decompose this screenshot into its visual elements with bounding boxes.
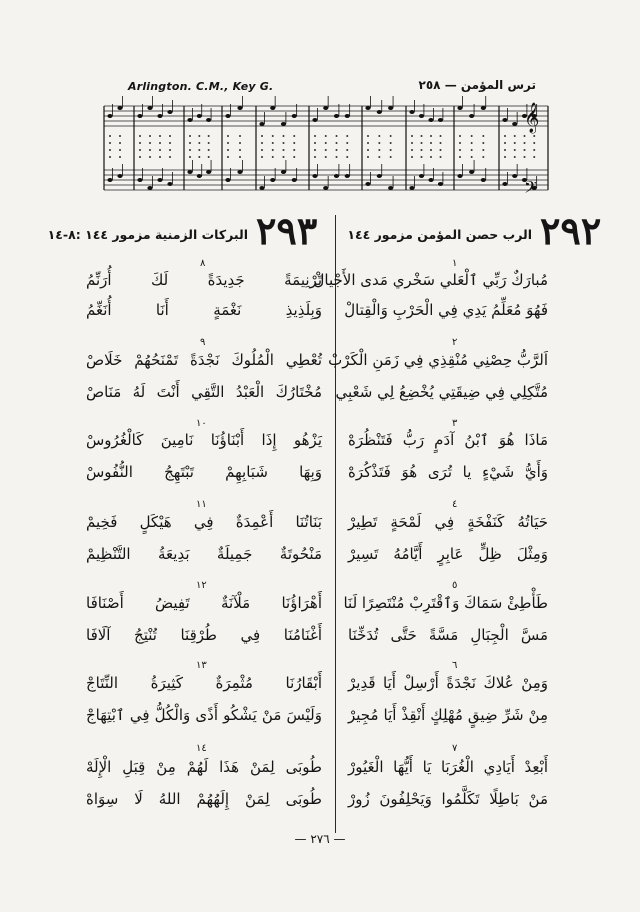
page-number: — ٢٧٦ — <box>294 832 346 846</box>
verse-number: ١٢ <box>196 580 207 591</box>
verse-number: ١١ <box>196 499 207 510</box>
verse-line: مَنْحُوتَةٌ جَمِيلَةٌ بَدِيعَةُ التَّنْظِيمْ <box>86 545 322 563</box>
verse-line: وَبِهَا شَبَابِهِمْ تَبْتَهِجُ النُّفُوسْ <box>86 463 322 481</box>
verse-number: ٤ <box>452 499 458 510</box>
verse-line: مُبارَكٌ رَبِّي ٱلْعَلي سَخْري مَدى الأَجْيالْ <box>313 271 548 289</box>
book-running-title: ترس المؤمن — ٢٥٨ <box>418 78 536 92</box>
verse-line: طُوبَى لِمَنْ هَذَا لَهُمْ مِنْ قِبَلِ الْإِلَهْ <box>86 758 322 776</box>
verse-line: وَبِلَذِيذِ نَغْمَةٍ أَنَا أُنَغِّمُ <box>86 301 322 319</box>
verse-line: أَبْعِدْ أَيَادِي الْغُرَبَا يَا أَيُّهَا الْغَيُورْ <box>348 758 548 776</box>
verse-line: حَيَاتُهُ كَنَفْخَةٍ فِي لَمْحَةٍ تَطِيرْ <box>348 513 548 531</box>
verse-line: وَمِثْلَ ظِلٍّ عَابِرٍ أَيَّامُهُ تَسِيرْ <box>348 545 548 563</box>
music-score <box>104 100 548 210</box>
verse-line: يَزْهُو إِذَا أَبْنَاؤُنَا نَامِينَ كَالْغُرُوسْ <box>86 431 322 449</box>
verse-number: ١٠ <box>196 418 207 429</box>
verse-line: وَلَيْسَ مَنْ يَشْكُو أَذًى وَالْكُلُّ فِي ٱبْتِهَاجْ <box>86 706 322 724</box>
hymn-number-right: ٢٩٢ <box>540 208 602 253</box>
verse-number: ٧ <box>452 743 458 754</box>
verse-number: ٥ <box>452 580 458 591</box>
verse-line: فَهُوَ مُعَلِّمُ يَدِي فِي الْحَرْبِ وَالْقِتالْ <box>344 301 548 319</box>
verse-line: وَمِنْ عُلاكَ نَجْدَةً أَرْسِلْ أَيَا قَدِيرْ <box>348 674 548 692</box>
verse-line: تُعْطِي الْمُلُوكَ نَجْدَةً تَمْنَحُهُمْ خَلَاصْ <box>86 351 322 369</box>
verse-line: أَهْرَاؤُنَا مَلْآنَةٌ تَفِيضُ أَصْنَافَا <box>86 594 322 612</box>
tune-label: Arlington. C.M., Key G. <box>128 80 274 93</box>
verse-number: ١ <box>452 258 458 269</box>
verse-line: مُخْتَارُكَ الْعَبْدُ التَّقِي أَنْتَ لَهُ مَنَاصْ <box>86 383 322 401</box>
verse-number: ١٣ <box>196 660 207 671</box>
svg-text:𝄢: 𝄢 <box>524 177 537 201</box>
verse-number: ٩ <box>200 337 206 348</box>
verse-number: ١٤ <box>196 743 207 754</box>
verse-line: وَأَيُّ شَيْءٍ يا تُرَى هُوَ فَتَذْكُرَهْ <box>348 463 548 481</box>
verse-line: اَلرَّبُّ حِصْنِي مُنْقِذِي فِي زَمَنِ الْكَرْبْ <box>328 351 548 369</box>
hymn-title-right: الرب حصن المؤمن مزمور ١٤٤ <box>347 227 532 242</box>
hymn-number-left: ٢٩٣ <box>256 208 318 253</box>
verse-line: أَغْنَامُنَا فِي طُرْقِنَا تُنْتِجُ آلَافَا <box>86 626 322 644</box>
verse-line: أَبْقَارُنَا مُثْمِرَةٌ كَثِيرَةُ النِّتَاجْ <box>86 674 322 692</box>
verse-line: مَاذَا هُوَ ٱبْنُ آدَمٍ رَبُّ فَتَنْظُرَهْ <box>348 431 548 449</box>
verse-line: تَرْنِيمَةً جَدِيدَةً لَكَ أُرَنِّمُ <box>86 271 322 289</box>
verse-line: طُوبَى لِمَنْ إِلَهُهُمْ اللهُ لَا سِوَاهْ <box>86 790 322 808</box>
verse-number: ٦ <box>452 660 458 671</box>
column-divider <box>335 215 336 833</box>
verse-number: ٨ <box>200 258 206 269</box>
verse-line: بَنَاتُنَا أَعْمِدَةٌ فِي هَيْكَلٍ فَخِيمْ <box>86 513 322 531</box>
verse-line: مُتَّكِلِي فِي ضِيقَتِي يُخْضِعُ لِي شَعْبِي <box>335 383 548 401</box>
verse-line: مِنْ شَرِّ ضِيقٍ مُهْلِكٍ أَنْقِذْ أَيَا مُجِيرْ <box>348 706 548 724</box>
verse-line: مَنْ بَاطِلًا تَكَلَّمُوا وَيَحْلِفُونَ زُورْ <box>348 790 548 808</box>
verse-line: مَسَّ الْجِبَالِ مَسَّةً حَتَّى تُدَخِّنَا <box>348 626 548 644</box>
verse-number: ٢ <box>452 337 458 348</box>
svg-text:𝄞: 𝄞 <box>524 103 540 133</box>
verse-number: ٣ <box>452 418 458 429</box>
music-staff-graphic <box>104 100 548 210</box>
hymn-title-left: البركات الزمنية مزمور ١٤٤ :٨-١٤ <box>47 227 248 242</box>
verse-line: طَأْطِئْ سَمَاكَ وَٱقْتَرِبْ مُنْتَصِرًا لَنَا <box>343 594 548 612</box>
